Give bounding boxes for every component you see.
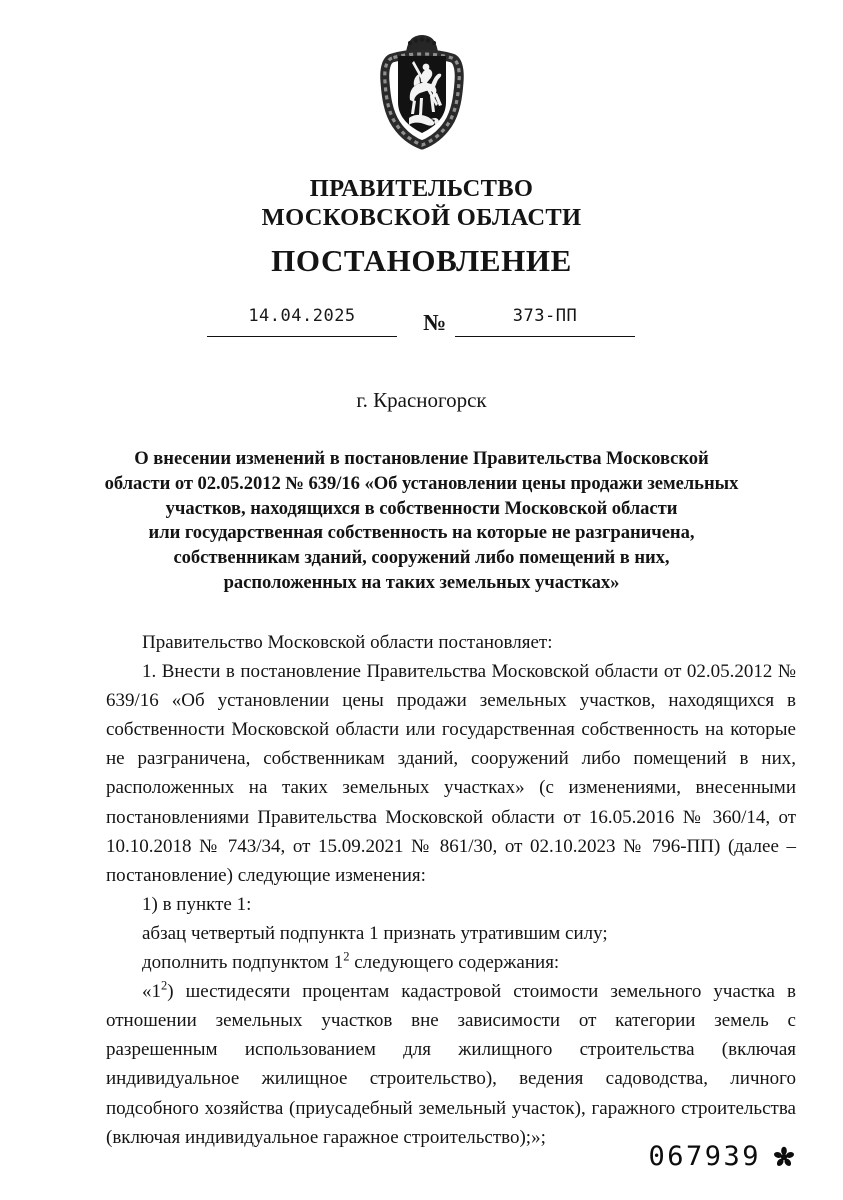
registration-number: 373-ПП — [512, 306, 578, 326]
organization-title — [0, 175, 843, 233]
number-sign: № — [423, 310, 447, 335]
body-quote-paragraph — [106, 977, 796, 1152]
dopolnit-text-pre: дополнить подпунктом 1 — [142, 952, 344, 974]
document-body — [106, 628, 796, 1152]
document-kind-heading: ПОСТАНОВЛЕНИЕ — [271, 243, 572, 278]
stamp-number: 067939 — [648, 1141, 761, 1172]
emblem-container — [0, 30, 843, 150]
document-title-line: расположенных на таких земельных участках» — [223, 572, 620, 594]
document-title-line: участков, находящихся в собственности Московской области — [165, 497, 678, 519]
registration-line — [0, 306, 843, 348]
org-title-line-1: ПРАВИТЕЛЬСТВО — [309, 175, 534, 202]
registration-date-rule — [207, 336, 397, 337]
document-title-line: О внесении изменений в постановление Правительства Московской — [134, 448, 709, 469]
quote-text-post: ) шестидесяти процентам кадастровой стоимости земельного участка в отношении земельных участков вне зависимости от категории земель с разрешенным использованием для жилищного строительства (включая индивидуальное жилищное строительство), ведения садоводства, личного подсобного хозяйства (приусадебный земельный участок), гаражного строительства (включая индивидуальное гаражное строительство);»; — [106, 981, 796, 1148]
quote-text-pre: «1 — [142, 981, 161, 1003]
registration-date: 14.04.2025 — [248, 306, 356, 326]
asterisk-flower-icon — [773, 1146, 795, 1168]
quote-superscript: 2 — [161, 978, 168, 993]
document-title-line: или государственная собственность на которые не разграничена, — [148, 522, 695, 544]
footer-stamp — [648, 1141, 795, 1172]
org-title-line-2: МОСКОВСКОЙ ОБЛАСТИ — [261, 203, 582, 231]
city-line: г. Красногорск — [356, 388, 487, 412]
document-title-line: области от 02.05.2012 № 639/16 «Об установлении цены продажи земельных — [104, 472, 739, 494]
body-item-1-paragraph: 1. Внести в постановление Правительства Московской области от 02.05.2012 № 639/16 «Об установлении цены продажи земельных участков, находящихся в собственности Московской области или государственная собственность на которые не разграничена, собственникам зданий, сооружений либо помещений в них, расположенных на таких земельных участках» (с изменениями, внесенными постановлениями Правительства Московской области от 16.05.2016 № 360/14, от 10.10.2018 № 743/34, от 15.09.2021 № 861/30, от 02.10.2023 № 796-ПП) (далее – постановление) следующие изменения: — [106, 661, 796, 886]
body-abzac-paragraph: абзац четвертый подпункта 1 признать утратившим силу; — [142, 922, 608, 944]
registration-number-rule — [455, 336, 635, 337]
dopolnit-text-post: следующего содержания: — [349, 952, 560, 974]
document-title — [62, 447, 781, 596]
body-intro-paragraph: Правительство Московской области постановляет: — [142, 632, 553, 653]
body-subitem-1-paragraph: 1) в пункте 1: — [142, 893, 252, 915]
dopolnit-superscript: 2 — [343, 949, 350, 964]
document-title-line: собственникам зданий, сооружений либо помещений в них, — [173, 547, 670, 569]
body-dopolnit-paragraph — [106, 948, 796, 977]
coat-of-arms-moscow-oblast-icon — [376, 30, 468, 150]
